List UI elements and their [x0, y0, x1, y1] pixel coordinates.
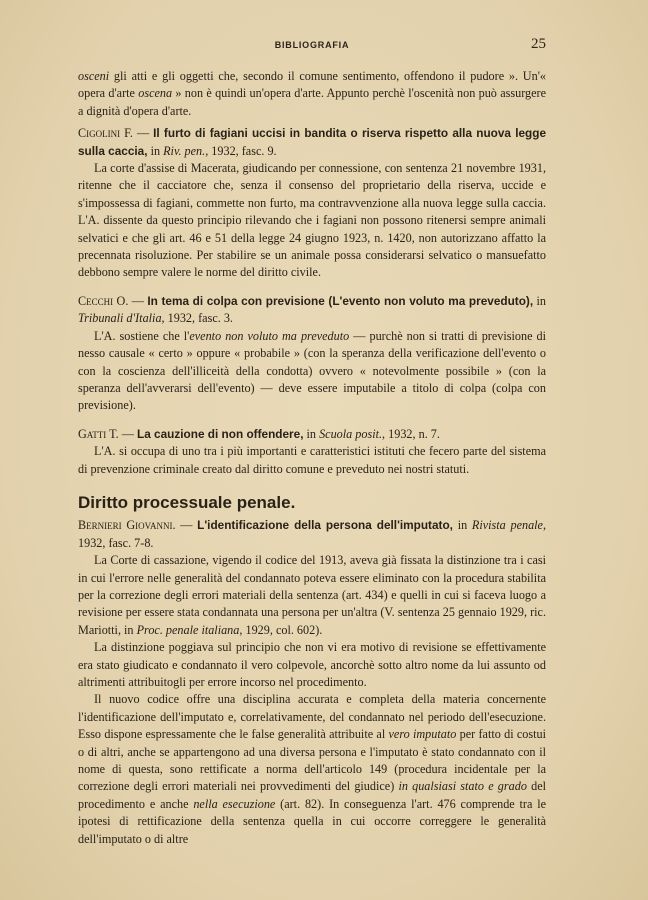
- entry-citation: [78, 517, 546, 552]
- summary-italic: evento non voluto ma preveduto: [189, 328, 350, 343]
- entry-author: Cecchi O.: [78, 293, 129, 308]
- entry-summary: [78, 328, 546, 415]
- page-header: [78, 36, 546, 56]
- summary-text: Il nuovo codice offre una disciplina accurata e completa della materia concernente l'identificazione dell'imputato e, correlativamente, del condannato nel periodo dell'esecuzione. Esso dispone espressamente che le false generalità attribuite al: [78, 692, 546, 742]
- summary-text: (art. 82). In conseguenza l'art. 476 comprende tra le ipotesi di rettificazione della sentenza quella in cui occorre correggere le generalità dell'imputato o di altre: [78, 796, 546, 846]
- entry-citation: [78, 426, 546, 443]
- entry-details: , 1932, fasc. 3.: [161, 311, 233, 326]
- entry-author: Bernieri Giovanni.: [78, 518, 176, 533]
- italic-term: oscena: [138, 86, 173, 101]
- entry-summary: La corte d'assise di Macerata, giudicando per connessione, con sentenza 21 novembre 1931, ritenne che il cacciatore che, senza il consenso del proprietario della riserva, uccide e s'impossessa di fagiani, commette non furto, ma contravvenzione alla nuova legge sulla caccia. L'A. dissente da questo principio rilevando che i fagiani non possono ritenersi sempre animali selvatici e che gli art. 46 e 51 della legge 24 giugno 1923, n. 1420, non autorizzano affatto la precennata risoluzione. Per stabilire se un animale possa considerarsi selvatico o mansuefatto debbono sempre valere le norme del diritto civile.: [78, 161, 546, 280]
- entry-summary: La distinzione poggiava sul principio che non vi era motivo di revisione se effettivamente era stato giudicato e condannato il vero colpevole, ancorchè sotto altro nome da lui assunto od altrimenti attribuitogli per errore incorso nel procedimento.: [78, 640, 546, 689]
- entry-in: in: [147, 143, 164, 158]
- bibliography-entry: [78, 426, 546, 478]
- entry-dash: —: [132, 126, 154, 141]
- entry-title: Il furto di fagiani uccisi in bandita o riserva rispetto alla nuova legge sulla caccia,: [78, 126, 547, 158]
- entry-journal: Rivista penale: [471, 518, 543, 533]
- paragraph-text: gli atti e gli oggetti che, secondo il comune sentimento, offendono il pudore ». Un'« opera d'arte: [78, 69, 546, 101]
- entry-title: La cauzione di non offendere,: [137, 426, 304, 441]
- entry-author: Gatti T.: [78, 426, 119, 441]
- entry-in: in: [452, 518, 472, 533]
- entry-details: , 1932, fasc. 7-8.: [78, 518, 547, 550]
- entry-journal: Tribunali d'Italia: [78, 311, 162, 326]
- entry-summary: [78, 552, 546, 639]
- entry-details: , 1932, fasc. 9.: [205, 143, 277, 158]
- section-heading: Diritto processuale penale.: [78, 492, 296, 512]
- entry-title: In tema di colpa con previsione (L'evento non voluto ma preveduto),: [147, 293, 534, 308]
- entry-dash: —: [118, 426, 137, 441]
- summary-text: L'A. sostiene che l': [94, 328, 190, 343]
- bibliography-entry: [78, 517, 546, 848]
- page-content: [78, 68, 546, 848]
- entry-citation: [78, 293, 546, 328]
- summary-text: del procedimento e anche: [78, 779, 546, 811]
- entry-author: Cigolini F.: [78, 126, 133, 141]
- continued-paragraph: [78, 68, 546, 120]
- entry-details: , 1932, n. 7.: [382, 426, 440, 441]
- summary-italic: nella esecuzione: [193, 796, 276, 811]
- entry-in: in: [533, 293, 547, 308]
- entry-dash: —: [175, 518, 198, 533]
- entry-dash: —: [128, 293, 148, 308]
- summary-italic: Proc. penale italiana: [136, 622, 240, 637]
- summary-text: per fatto di costui o di altri, anche se appartengono ad una diversa persona e l'imputato è stato condannato con il nome di questa, sono rettificate a norma dell'articolo 149 (procedura incidentale per la correzione degli errori materiali nei provvedimenti del giudice): [78, 727, 546, 794]
- entry-journal: Riv. pen.: [163, 143, 206, 158]
- running-title: BIBLIOGRAFIA: [274, 40, 350, 50]
- entry-citation: [78, 125, 546, 160]
- summary-text: — purchè non si tratti di previsione di nesso causale « certo » oppure « probabile » (con la speranza della verificazione dell'evento o con la coscienza dell'illiceità della condotta) ovvero « notevolmente possibile » (con la speranza dell'avverarsi dell'evento) — deve essere imputabile a titolo di colpa (colpa con previsione).: [78, 328, 546, 413]
- summary-italic: vero imputato: [388, 727, 457, 742]
- entry-journal: Scuola posit.: [319, 426, 383, 441]
- italic-term: osceni: [78, 69, 110, 83]
- summary-text: , 1929, col. 602).: [239, 622, 323, 637]
- summary-italic: in qualsiasi stato e grado: [398, 779, 527, 794]
- page-number: 25: [531, 36, 546, 52]
- paragraph-text: » non è quindi un'opera d'arte. Appunto perchè l'oscenità non può assurgere a dignità d'opera d'arte.: [78, 86, 547, 118]
- bibliography-entry: [78, 125, 546, 282]
- entry-summary: L'A. si occupa di uno tra i più importanti e caratteristici istituti che fecero parte del sistema di prevenzione criminale creato dal diritto comune e preveduto nei nostri statuti.: [78, 444, 546, 476]
- bibliography-entry: [78, 293, 546, 415]
- summary-text: La Corte di cassazione, vigendo il codice del 1913, aveva già fissata la distinzione tra i casi in cui l'errore nelle generalità del condannato poteva essere eliminato con la procedura stabilita per la correzione degli errori materiali della sentenza (art. 434) e quelli in cui si faceva luogo a revisione per essere stata condannata una persona per un'altra (V. sentenza 25 gennaio 1929, ric. Mariotti, in: [78, 553, 546, 637]
- entry-summary: [78, 691, 546, 848]
- entry-title: L'identificazione della persona dell'imputato,: [197, 518, 453, 533]
- entry-in: in: [303, 426, 320, 441]
